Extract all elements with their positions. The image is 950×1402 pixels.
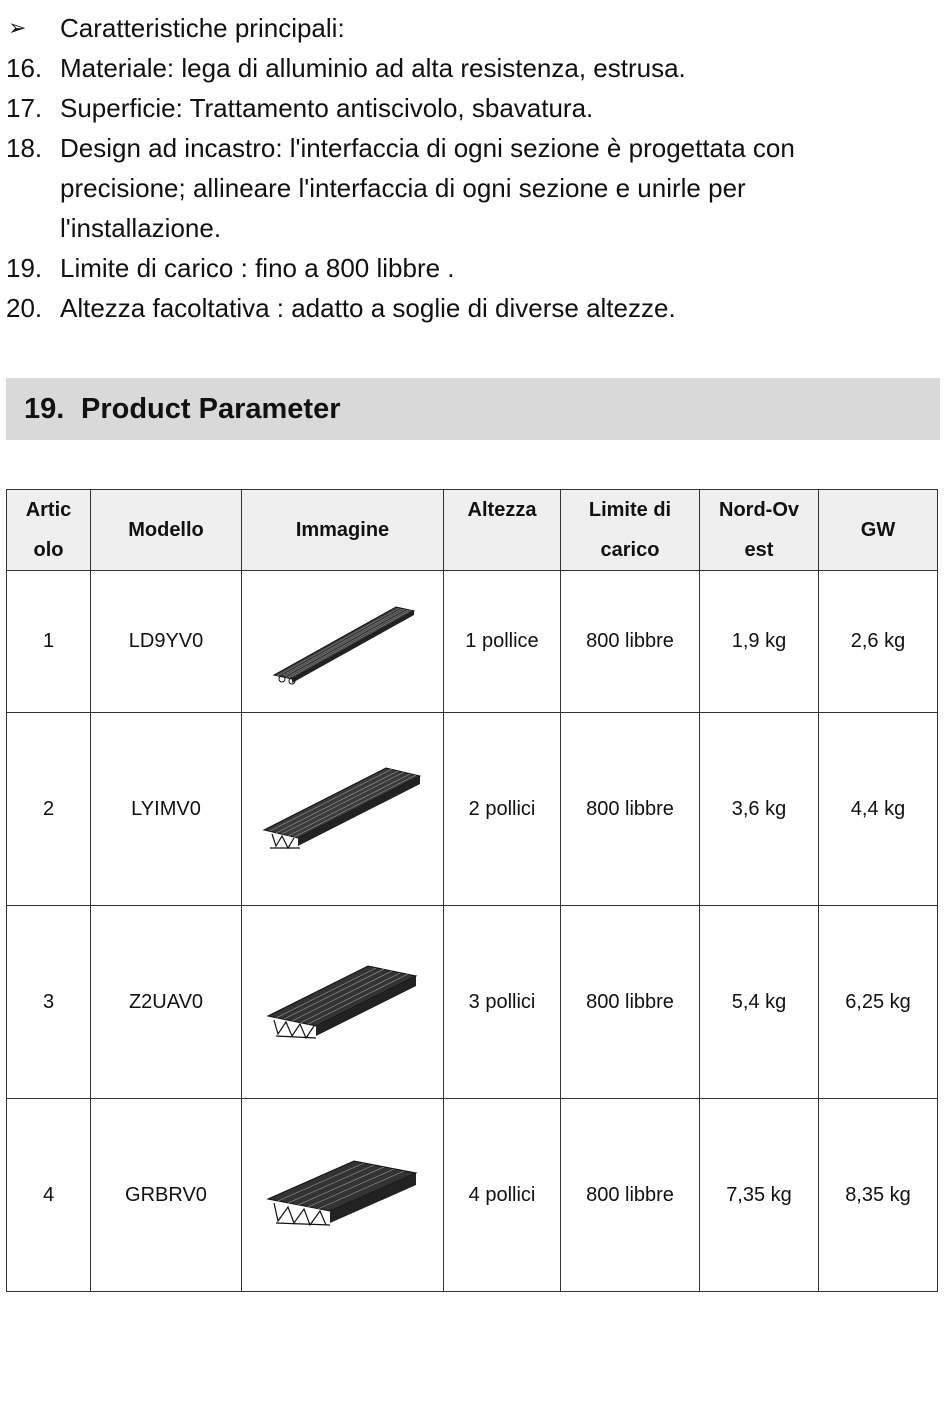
list-item: 17. Superficie: Trattamento antiscivolo, sbavatura.: [6, 93, 594, 123]
header-altezza: Altezza: [444, 490, 561, 571]
cell-immagine: [242, 571, 444, 713]
cell-limite-carico: 800 libbre: [561, 713, 700, 906]
ramp-3-inch-icon: [264, 962, 422, 1042]
features-title: Caratteristiche principali:: [60, 13, 345, 43]
cell-limite-carico: 800 libbre: [561, 906, 700, 1099]
cell-modello: LD9YV0: [91, 571, 242, 713]
cell-articolo: 4: [7, 1099, 91, 1292]
cell-immagine: [242, 713, 444, 906]
cell-altezza: 3 pollici: [444, 906, 561, 1099]
table-row: [7, 906, 938, 1099]
cell-limite-carico: 800 libbre: [561, 571, 700, 713]
cell-modello: LYIMV0: [91, 713, 242, 906]
ramp-4-inch-icon: [264, 1159, 422, 1231]
header-gw: GW: [819, 490, 938, 571]
header-modello: Modello: [91, 490, 242, 571]
ramp-1-inch-icon: [268, 599, 418, 685]
list-item: 19. Limite di carico : fino a 800 libbre .: [6, 253, 455, 283]
cell-articolo: 1: [7, 571, 91, 713]
table-row: [7, 571, 938, 713]
cell-nord-ovest: 7,35 kg: [700, 1099, 819, 1292]
list-item: 16. Materiale: lega di alluminio ad alta resistenza, estrusa.: [6, 53, 686, 83]
list-item: 18. Design ad incastro: l'interfaccia di ogni sezione è progettata con precisione; allineare l'interfaccia di ogni sezione e unirle per l'installazione.: [6, 133, 795, 243]
table-row: [7, 713, 938, 906]
cell-altezza: 2 pollici: [444, 713, 561, 906]
cell-immagine: [242, 1099, 444, 1292]
cell-modello: GRBRV0: [91, 1099, 242, 1292]
features-list: [6, 48, 906, 328]
cell-gw: 8,35 kg: [819, 1099, 938, 1292]
cell-nord-ovest: 1,9 kg: [700, 571, 819, 713]
features-header: [8, 8, 345, 48]
list-item: 20. Altezza facoltativa : adatto a soglie di diverse altezze.: [6, 293, 676, 323]
cell-immagine: [242, 906, 444, 1099]
section-number: 19.: [24, 392, 65, 425]
cell-articolo: 3: [7, 906, 91, 1099]
cell-nord-ovest: 3,6 kg: [700, 713, 819, 906]
header-limite-carico: Limite di carico: [561, 490, 700, 571]
header-articolo: Artic olo: [7, 490, 91, 571]
header-immagine: Immagine: [242, 490, 444, 571]
cell-articolo: 2: [7, 713, 91, 906]
cell-nord-ovest: 5,4 kg: [700, 906, 819, 1099]
cell-gw: 4,4 kg: [819, 713, 938, 906]
header-nord-ovest: Nord-Ov est: [700, 490, 819, 571]
table-header-row: [7, 490, 938, 571]
cell-altezza: 1 pollice: [444, 571, 561, 713]
cell-gw: 2,6 kg: [819, 571, 938, 713]
table-row: [7, 1099, 938, 1292]
cell-limite-carico: 800 libbre: [561, 1099, 700, 1292]
product-parameter-table: [6, 489, 938, 1292]
cell-altezza: 4 pollici: [444, 1099, 561, 1292]
section-title: Product Parameter: [81, 392, 341, 425]
arrow-bullet-icon: ➢: [8, 15, 27, 40]
cell-gw: 6,25 kg: [819, 906, 938, 1099]
ramp-2-inch-icon: [260, 764, 425, 854]
cell-modello: Z2UAV0: [91, 906, 242, 1099]
section-heading: [6, 378, 940, 440]
